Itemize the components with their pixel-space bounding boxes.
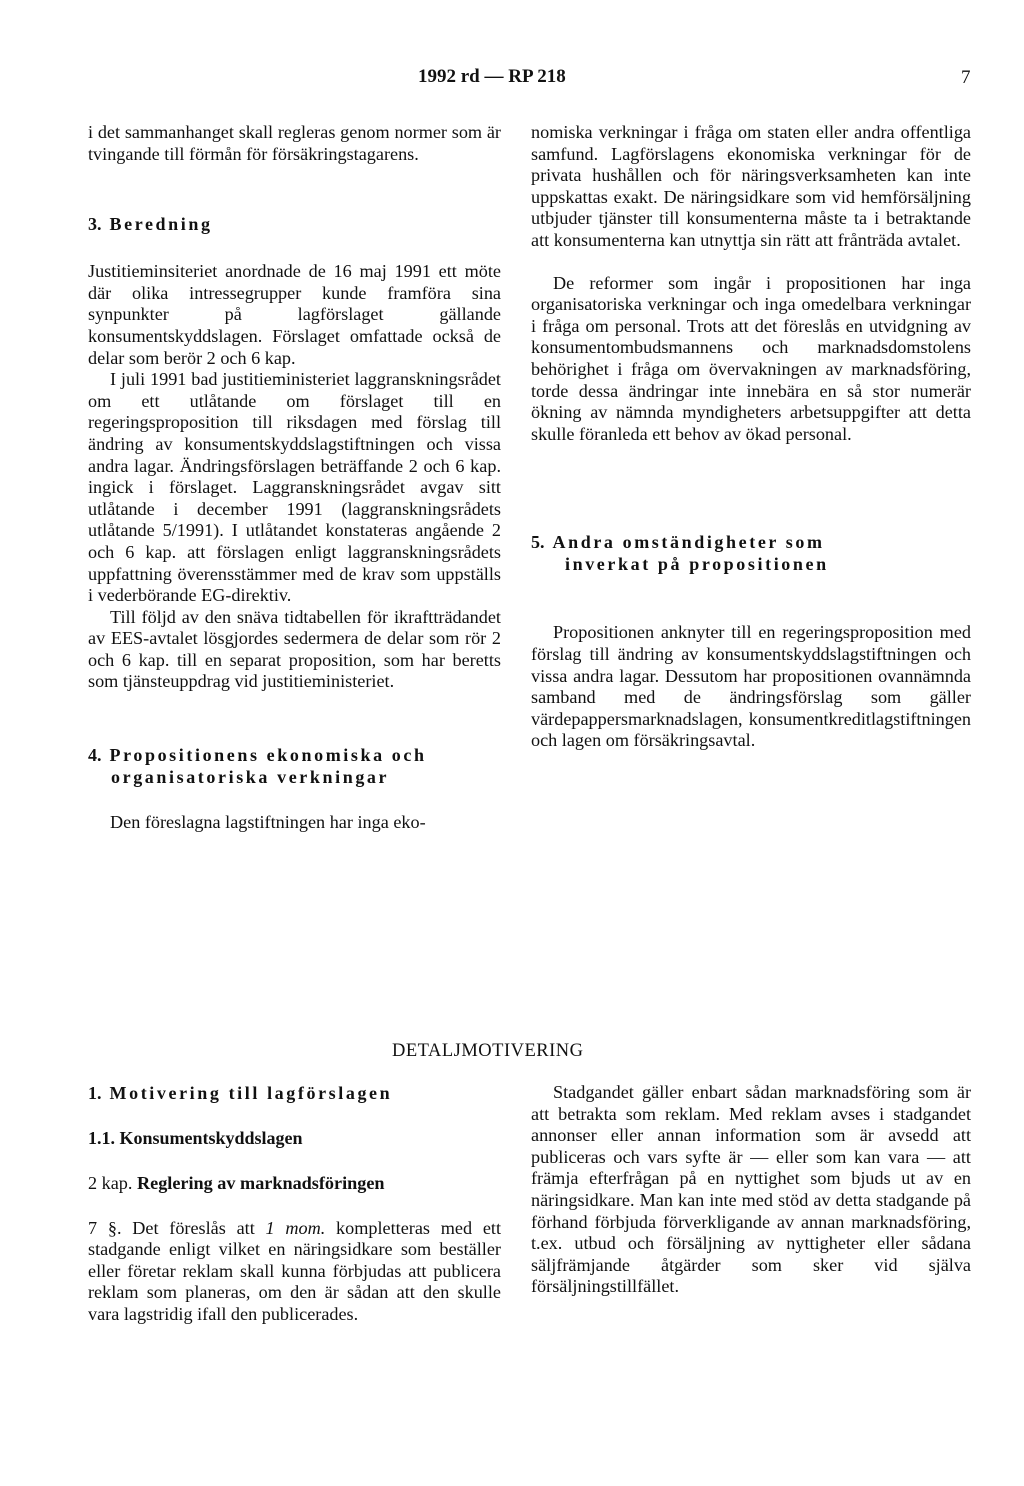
section-3-heading — [88, 213, 501, 235]
section-4-heading-line-2: organisatoriska verkningar — [111, 767, 390, 788]
intro-paragraph: i det sammanhanget skall regleras genom normer som är tvingande till förmån för försäkringstagarens. — [88, 122, 501, 164]
paragraph-7 — [88, 1218, 501, 1326]
section-4-title-line-1: Propositionens ekonomiska och — [109, 745, 427, 766]
section-4-paragraph-1: Den föreslagna lagstiftningen har inga eko- — [110, 812, 426, 833]
right-column-lower — [531, 1082, 971, 1298]
running-header: 1992 rd — RP 218 — [418, 66, 566, 87]
section-3-paragraph-2: I juli 1991 bad justitieministeriet laggranskningsrådet om ett utlåtande om förslaget till en regeringsproposition till riksdagen med förslag till ändring av konsumentskyddslagstiftningen och vissa andra lagar. Ändringsförslagen beträffande 2 och 6 kap. ingick i förslaget. Laggranskningsrådet avgav sitt utlåtande i december 1991 (laggranskningsrådets utlåtande 5/1991). I utlåtandet konstateras angående 2 och 6 kap. att förslagen enligt laggranskningsrådets uppfattning överensstämmer med de krav som uppställs i vederbörande EG-direktiv. — [88, 369, 501, 606]
chapter-prefix: 2 kap. — [88, 1173, 133, 1193]
chapter-title: Reglering av marknadsföringen — [137, 1173, 385, 1193]
section-5-number: 5. — [531, 532, 545, 553]
section-4-number: 4. — [88, 745, 102, 766]
section-3-title: Beredning — [109, 214, 213, 235]
left-column-lower — [88, 1082, 501, 1326]
right-paragraph-2: De reformer som ingår i propositionen har inga organisatoriska verkningar och inga omedelbara verkningar i fråga om personal. Trots att det föreslås en utvidgning av konsumentombudsmannens och marknadsdomstolens behörighet i fråga om övervakningen av marknadsföring, torde dessa ändringar inte innebära en så stor numerär ökning av nämnda myndigheters arbetsuppgifter att detta skulle föranleda ett behov av ökad personal. — [531, 272, 971, 444]
section-3-paragraph-3: Till följd av den snäva tidtabellen för ikraftträdandet av EES-avtalet lösgjordes sedermera de delar som rör 2 och 6 kap. till en separat proposition, som har beretts som tjänsteuppdrag vid justitieministeriet. — [88, 606, 501, 692]
right-column-upper — [531, 122, 971, 752]
section-5-paragraph-1: Propositionen anknyter till en regeringsproposition med förslag till ändring av konsumentskyddslagstiftningen och vissa andra lagar. Dessutom har propositionen ovannämnda samband med de ändringsförslag som gäller värdepappersmarknadslagen, konsumentkreditlagstiftningen och lagen om försäkringsavtal. — [531, 622, 971, 751]
detaljmotivering-heading: DETALJMOTIVERING — [392, 1041, 584, 1061]
section-5-heading-line-1 — [531, 531, 971, 553]
section-5-heading-line-2: inverkat på propositionen — [565, 554, 829, 575]
section-3-paragraph-1: Justitieminsiteriet anordnade de 16 maj 1991 ett möte där olika intressegrupper kunde framföra sina synpunkter på lagförslaget gällande konsumentskyddslagen. Förslaget omfattade också de delar som berör 2 och 6 kap. — [88, 261, 501, 368]
right-paragraph-1: nomiska verkningar i fråga om staten eller andra offentliga samfund. Lagförslagens ekonomiska verkningar för de privata hushållen och för näringsverksamheten kan inte uppskattas exakt. De näringsidkare som vid hemförsäljning utbjuder tjänster till konsumenterna måste ta i betraktande att konsumenterna kan utnyttja sin rätt att frånträda avtalet. — [531, 122, 971, 250]
page-number: 7 — [961, 67, 971, 88]
paragraph-7-rest: kompletteras med ett stadgande enligt vilket en näringsidkare som beställer eller företar reklam skall kunna förbjudas att publicera reklam som planeras, om den är sådan att den skulle vara lagstridig ifall den publicerades. — [88, 1217, 501, 1324]
subsection-1-1-heading: 1.1. Konsumentskyddslagen — [88, 1128, 303, 1148]
detalj-section-1-heading — [88, 1082, 501, 1104]
paragraph-7-start: 7 §. Det föreslås att — [88, 1217, 266, 1238]
detalj-section-1-title: Motivering till lagförslagen — [109, 1083, 393, 1103]
detalj-right-paragraph: Stadgandet gäller enbart sådan marknadsföring som är att betrakta som reklam. Med reklam avses i stadgandet annonser eller annan information som är avsedd att publiceras och vars syfte är — eller som kan vara — att främja efterfrågan på en nyttighet som bjuds ut av en näringsidkare. Man kan inte med stöd av detta stadgande på förhand förbjuda förverkligande av annan marknadsföring, t.ex. utbud och försäljning av nyttigheter eller sådana säljfrämjande åtgärder som sker vid själva försäljningstillfället. — [531, 1082, 971, 1297]
paragraph-7-italic: 1 mom. — [265, 1217, 326, 1238]
section-3-number: 3. — [88, 214, 102, 235]
section-4-heading-line-1 — [88, 744, 501, 766]
detalj-section-1-number: 1. — [88, 1083, 102, 1103]
section-5-title-line-1: Andra omständigheter som — [552, 532, 825, 553]
chapter-heading — [88, 1173, 501, 1195]
left-column-upper — [88, 122, 501, 834]
